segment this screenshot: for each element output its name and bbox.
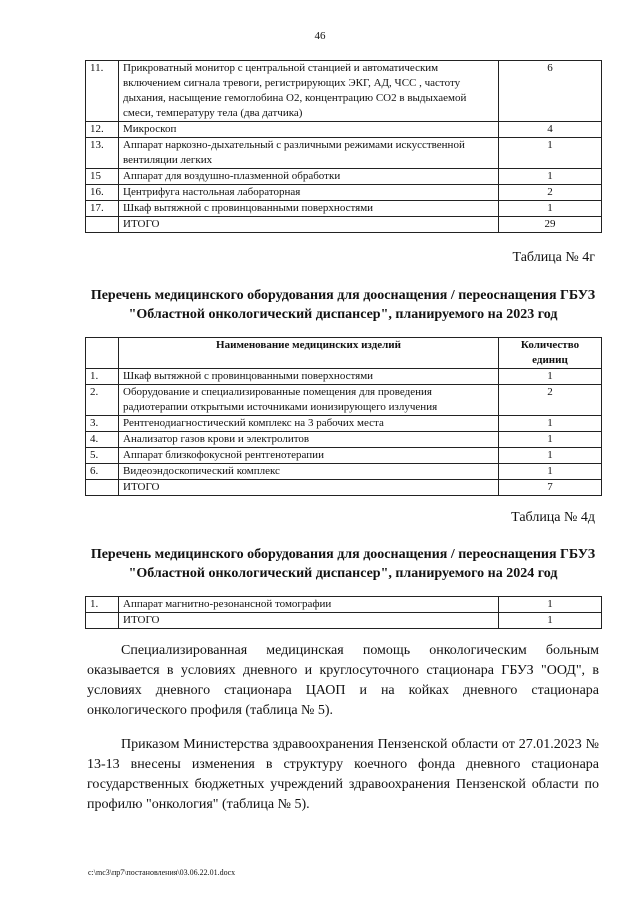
total-row <box>86 480 602 496</box>
row-number: 15 <box>86 169 119 185</box>
table-row <box>86 185 602 201</box>
item-quantity: 1 <box>499 597 602 613</box>
table-row <box>86 201 602 217</box>
item-name: Анализатор газов крови и электролитов <box>119 432 499 448</box>
item-quantity: 1 <box>499 169 602 185</box>
table-row <box>86 369 602 385</box>
table-row <box>86 597 602 613</box>
item-name: Прикроватный монитор с центральной станцией и автоматическим включением сигнала тревоги, регистрирующих ЭКГ, АД, ЧСС , частоту дыхания, насыщение гемоглобина О2, концентрацию СО2 в выдыхаемой смеси, температуру тела (два датчика) <box>119 61 499 122</box>
item-name: Аппарат наркозно-дыхательный с различными режимами искусственной вентиляции легких <box>119 138 499 169</box>
section-heading-2023: Перечень медицинского оборудования для дооснащения / переоснащения ГБУЗ "Областной онкологический диспансер", планируемого на 2023 год <box>90 288 596 322</box>
table-row <box>86 432 602 448</box>
item-quantity: 4 <box>499 122 602 138</box>
item-name: Аппарат близкофокусной рентгенотерапии <box>119 448 499 464</box>
row-number: 4. <box>86 432 119 448</box>
item-quantity: 1 <box>499 416 602 432</box>
row-number: 6. <box>86 464 119 480</box>
equipment-table-2024 <box>85 596 602 629</box>
table-row <box>86 448 602 464</box>
total-row <box>86 217 602 233</box>
total-row <box>86 613 602 629</box>
section-heading-2024: Перечень медицинского оборудования для дооснащения / переоснащения ГБУЗ "Областной онкологический диспансер", планируемого на 2024 год <box>90 547 596 581</box>
equipment-table-2023 <box>85 337 602 496</box>
item-name: Шкаф вытяжной с провинцованными поверхностями <box>119 201 499 217</box>
equipment-table-continued <box>85 60 602 233</box>
item-quantity: 6 <box>499 61 602 122</box>
table-caption-4g: Таблица № 4г <box>512 250 595 265</box>
row-number: 12. <box>86 122 119 138</box>
item-quantity: 1 <box>499 432 602 448</box>
row-number: 1. <box>86 597 119 613</box>
footer-file-path: c:\mc3\пр7\постановления\03.06.22.01.docx <box>88 868 236 877</box>
item-name: Рентгенодиагностический комплекс на 3 рабочих места <box>119 416 499 432</box>
total-value: 1 <box>499 613 602 629</box>
table-row <box>86 138 602 169</box>
item-name: Видеоэндоскопический комплекс <box>119 464 499 480</box>
paragraph-specialized-care: Специализированная медицинская помощь онкологическим больным оказывается в условиях дневного и круглосуточного стационара ГБУЗ "ООД", в условиях дневного стационара ЦАОП и на койках дневного стационара онкологического профиля (таблица № 5). <box>87 643 599 718</box>
paragraph-ministry-order: Приказом Министерства здравоохранения Пензенской области от 27.01.2023 № 13-13 внесены изменения в структуру коечного фонда дневного стационара государственных бюджетных учреждений здравоохранения Пензенской области по профилю "онкология" (таблица № 5). <box>87 737 599 812</box>
item-quantity: 1 <box>499 464 602 480</box>
row-number: 16. <box>86 185 119 201</box>
column-header-quantity: Количество единиц <box>499 338 602 369</box>
total-label: ИТОГО <box>119 613 499 629</box>
table-caption-4d: Таблица № 4д <box>511 510 595 525</box>
table-row <box>86 122 602 138</box>
row-number: 1. <box>86 369 119 385</box>
table-row <box>86 385 602 416</box>
item-name: Аппарат для воздушно-плазменной обработки <box>119 169 499 185</box>
item-quantity: 1 <box>499 448 602 464</box>
item-name: Центрифуга настольная лабораторная <box>119 185 499 201</box>
item-quantity: 1 <box>499 369 602 385</box>
row-number: 2. <box>86 385 119 416</box>
item-name: Микроскоп <box>119 122 499 138</box>
total-value: 7 <box>499 480 602 496</box>
row-number: 5. <box>86 448 119 464</box>
total-label: ИТОГО <box>119 217 499 233</box>
item-quantity: 2 <box>499 185 602 201</box>
item-quantity: 2 <box>499 385 602 416</box>
total-value: 29 <box>499 217 602 233</box>
table-header-row <box>86 338 602 369</box>
column-header-name: Наименование медицинских изделий <box>119 338 499 369</box>
table-row <box>86 169 602 185</box>
row-number: 13. <box>86 138 119 169</box>
table-row <box>86 416 602 432</box>
item-quantity: 1 <box>499 201 602 217</box>
row-number: 11. <box>86 61 119 122</box>
item-name: Аппарат магнитно-резонансной томографии <box>119 597 499 613</box>
row-number: 17. <box>86 201 119 217</box>
page-number: 46 <box>314 30 326 42</box>
table-row <box>86 464 602 480</box>
total-label: ИТОГО <box>119 480 499 496</box>
item-name: Шкаф вытяжной с провинцованными поверхностями <box>119 369 499 385</box>
row-number: 3. <box>86 416 119 432</box>
item-name: Оборудование и специализированные помещения для проведения радиотерапии открытыми источниками ионизирующего излучения <box>119 385 499 416</box>
table-row <box>86 61 602 122</box>
item-quantity: 1 <box>499 138 602 169</box>
